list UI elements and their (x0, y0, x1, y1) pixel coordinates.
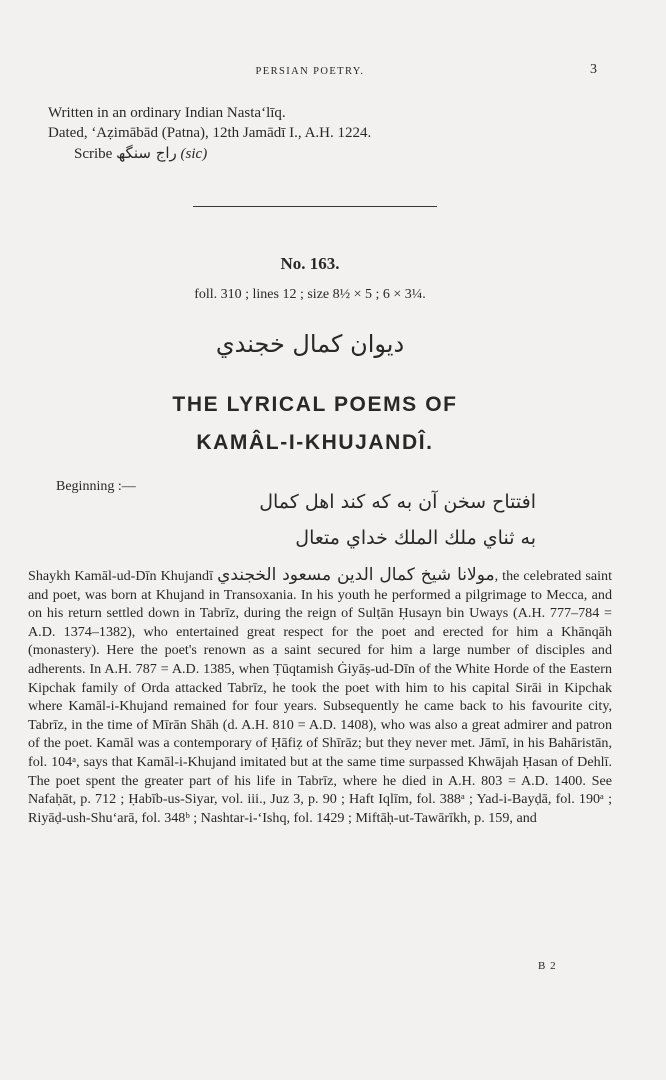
body-arabic-name: مولانا شيخ كمال الدين مسعود الخجندي (217, 565, 495, 585)
body-paragraph (28, 566, 612, 827)
opening-verse-1: افتتاح سخن آن به که کند اهل کمال (259, 491, 536, 513)
signature-mark: B 2 (538, 960, 557, 972)
title-line-1: THE LYRICAL POEMS OF (172, 393, 458, 416)
title-line-2: KAMÂL-I-KHUJANDÎ. (196, 431, 434, 454)
meta-line-script: Written in an ordinary Indian Nasta‘līq. (48, 105, 286, 121)
scribe-label: Scribe (74, 146, 113, 162)
opening-verse-2: به ثناي ملك الملك خداي متعال (295, 527, 536, 549)
beginning-label: Beginning :— (56, 479, 136, 494)
title-english (0, 386, 630, 462)
manuscript-number: No. 163. (280, 254, 340, 273)
section-divider (193, 206, 437, 207)
body-text-rest: , the celebrated saint and poet, was born at Khujand in Transoxania. In his youth he performed a pilgrimage to Mecca, and on his return settled down in Tabrīz, during the reign of Sulṭān Ḥusayn bin Uways (A.H. 777–784 = A.D. 1374–1382), who entertained great respect for the poet and erected for him a Khānqāh (monastery). Here the poet's renown as a saint secured for him a large number of disciples and adherents. In A.H. 787 = A.D. 1385, when Ṭūqtamish Ġiyāṣ-ud-Dīn of the White Horde of the Eastern Kipchak family of Orda attacked Tabrīz, he took the poet with him to his capital Sirāi in Kipchak where Kamāl-i-Khujand remained for four years. Subsequently he came back to his favourite city, Tabrīz, in the time of Mīrān Shāh (d. A.H. 810 = A.D. 1408), who was also a great admirer and patron of the poet. Kamāl was a contemporary of Ḥāfiẓ of Shīrāz; but they never met. Jāmī, in his Bahāristān, fol. 104ᵃ, says that Kamāl-i-Khujand imitated but at the same time surpassed Khwājah Ḥasan of Dehlī. The poet spent the greater part of his life in Tabrīz, where he died in A.H. 803 = A.D. 1400. See Nafaḥāt, p. 712 ; Ḥabīb-us-Siyar, vol. iii., Juz 3, p. 90 ; Haft Iqlīm, fol. 388ᵃ ; Yad-i-Bayḍā, fol. 190ᵃ ; Riyāḍ-ush-Shu‘arā, fol. 348ᵇ ; Nashtar-i-‘Ishq, fol. 1429 ; Miftāḥ-ut-Tawārīkh, p. 159, and (28, 568, 612, 826)
meta-line-scribe (48, 143, 371, 164)
meta-line-date: Dated, ‘Aẓimābād (Patna), 12th Jamādī I., A.H. 1224. (48, 125, 372, 141)
title-arabic: ديوان كمال خجندي (215, 330, 405, 358)
page-number: 3 (590, 62, 597, 77)
body-author-name: Shaykh Kamāl-ud-Dīn Khujandī (28, 568, 214, 584)
scribe-name: راج سنگھ (116, 144, 177, 162)
running-head: PERSIAN POETRY. (255, 66, 365, 77)
scribe-note: (sic) (180, 146, 208, 162)
manuscript-meta (48, 103, 371, 164)
manuscript-details: foll. 310 ; lines 12 ; size 8½ × 5 ; 6 × 3¼. (194, 287, 426, 302)
